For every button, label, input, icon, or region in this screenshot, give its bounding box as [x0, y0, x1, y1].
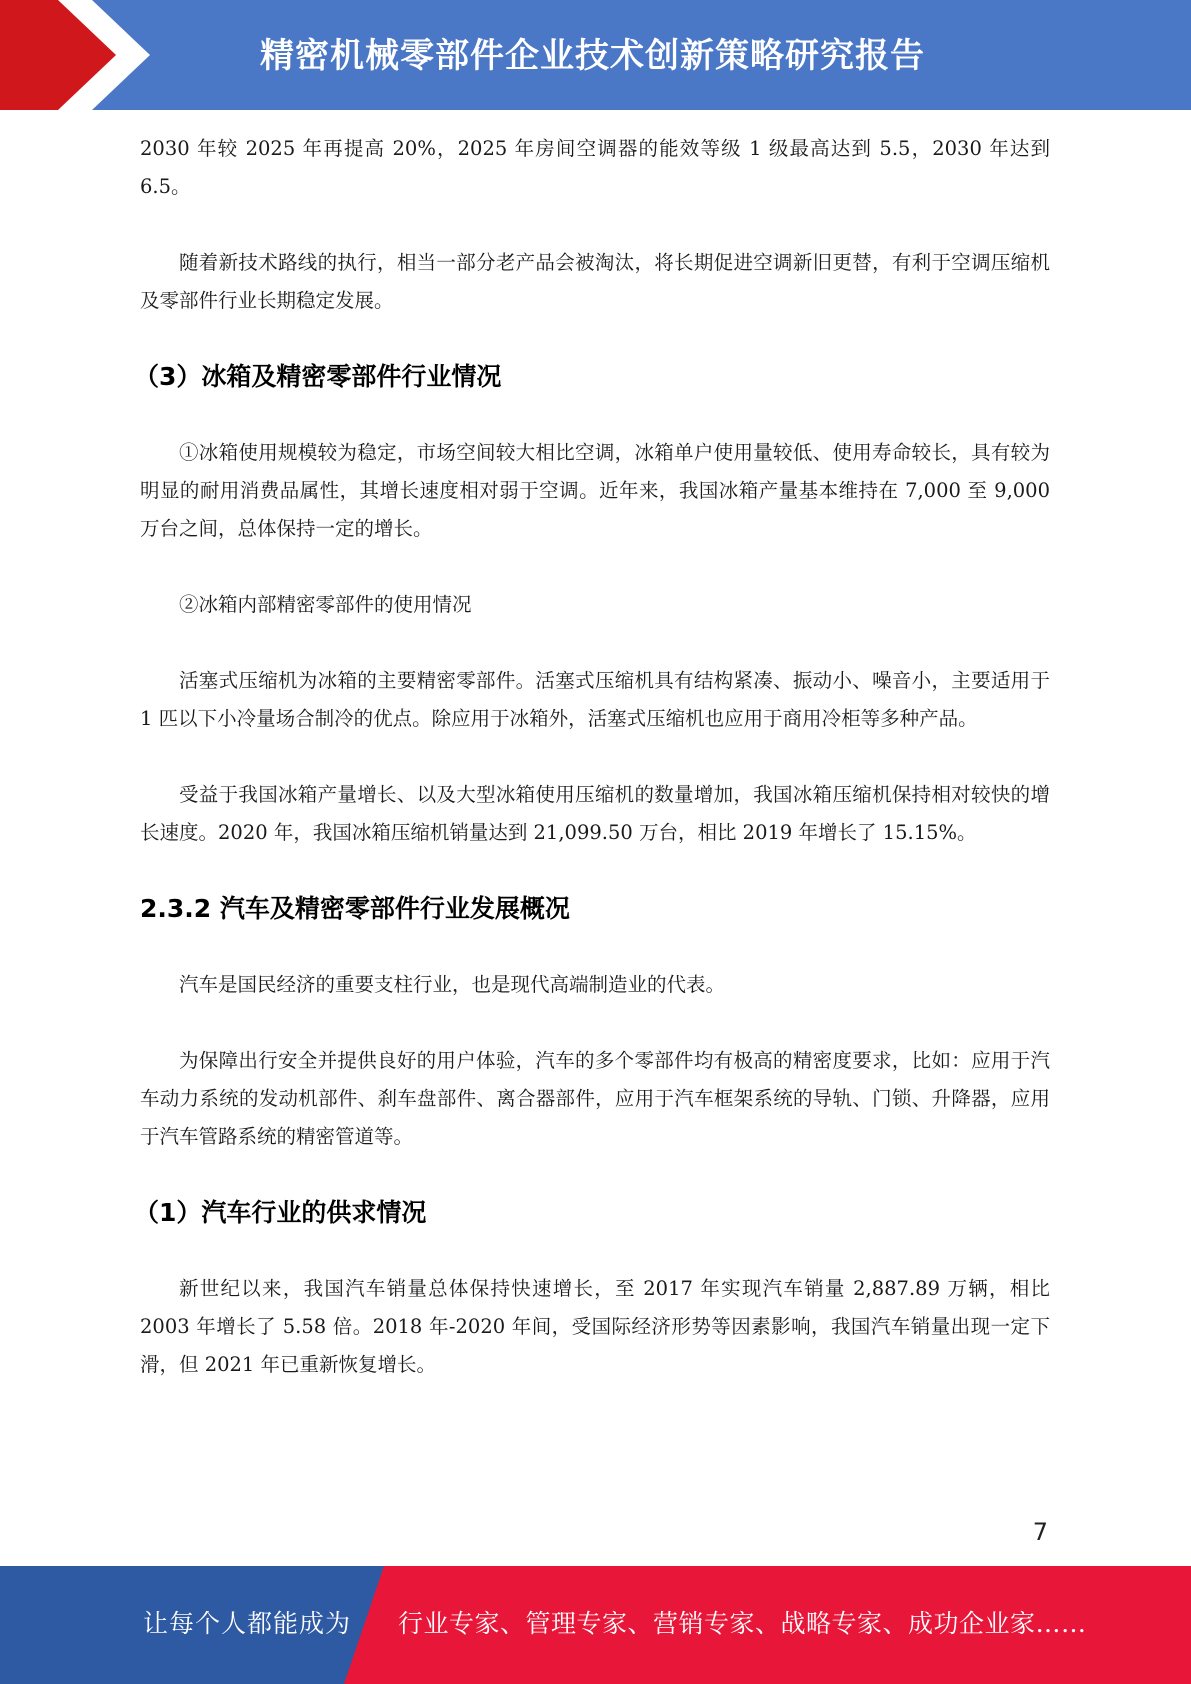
page-number: 7 — [1032, 1518, 1048, 1546]
header-red-chevron — [0, 0, 130, 110]
page-footer — [0, 1566, 1191, 1684]
paragraph-automotive-pillar: 汽车是国民经济的重要支柱行业，也是现代高端制造业的代表。 — [179, 973, 726, 996]
report-body — [134, 130, 1050, 1422]
paragraph-piston-compressor: 活塞式压缩机为冰箱的主要精密零部件。活塞式压缩机具有结构紧凑、振动小、噪音小，主要适用于 1 匹以下小冷量场合制冷的优点。除应用于冰箱外，活塞式压缩机也应用于商用冷柜等多种产品。 — [140, 669, 1050, 730]
paragraph-automotive-precision: 为保障出行安全并提供良好的用户体验，汽车的多个零部件均有极高的精密度要求，比如：应用于汽车动力系统的发动机部件、刹车盘部件、离合器部件，应用于汽车框架系统的导轨、门锁、升降器，应用于汽车管路系统的精密管道等。 — [140, 1049, 1050, 1148]
heading-automotive-supply-demand: （1）汽车行业的供求情况 — [134, 1198, 427, 1227]
page-header — [0, 0, 1191, 110]
heading-refrigerator-industry: （3）冰箱及精密零部件行业情况 — [134, 362, 502, 391]
header-title: 精密机械零部件企业技术创新策略研究报告 — [260, 36, 925, 76]
paragraph-refrigerator-scale: ①冰箱使用规模较为稳定，市场空间较大相比空调，冰箱单户使用量较低、使用寿命较长，具有较为明显的耐用消费品属性，其增长速度相对弱于空调。近年来，我国冰箱产量基本维持在 7,000 至 9,000 万台之间，总体保持一定的增长。 — [140, 441, 1050, 540]
footer-slogan-right: 行业专家、管理专家、营销专家、战略专家、成功企业家…… — [398, 1609, 1087, 1638]
paragraph-refrigerator-parts-usage: ②冰箱内部精密零部件的使用情况 — [179, 593, 472, 616]
paragraph-compressor-growth: 受益于我国冰箱产量增长、以及大型冰箱使用压缩机的数量增加，我国冰箱压缩机保持相对较快的增长速度。2020 年，我国冰箱压缩机销量达到 21,099.50 万台，相比 2019 年增长了 15.15%。 — [140, 783, 1050, 844]
heading-automotive-overview: 2.3.2 汽车及精密零部件行业发展概况 — [140, 894, 570, 923]
paragraph-automotive-sales: 新世纪以来，我国汽车销量总体保持快速增长，至 2017 年实现汽车销量 2,887.89 万辆，相比 2003 年增长了 5.58 倍。2018 年-2020 年间，受国际经济形势等因素影响，我国汽车销量出现一定下滑，但 2021 年已重新恢复增长。 — [140, 1277, 1050, 1376]
paragraph-new-technology: 随着新技术路线的执行，相当一部分老产品会被淘汰，将长期促进空调新旧更替，有利于空调压缩机及零部件行业长期稳定发展。 — [140, 251, 1050, 312]
paragraph-energy-efficiency: 2030 年较 2025 年再提高 20%，2025 年房间空调器的能效等级 1 级最高达到 5.5，2030 年达到 6.5。 — [140, 137, 1050, 198]
footer-slogan-left: 让每个人都能成为 — [143, 1609, 352, 1638]
